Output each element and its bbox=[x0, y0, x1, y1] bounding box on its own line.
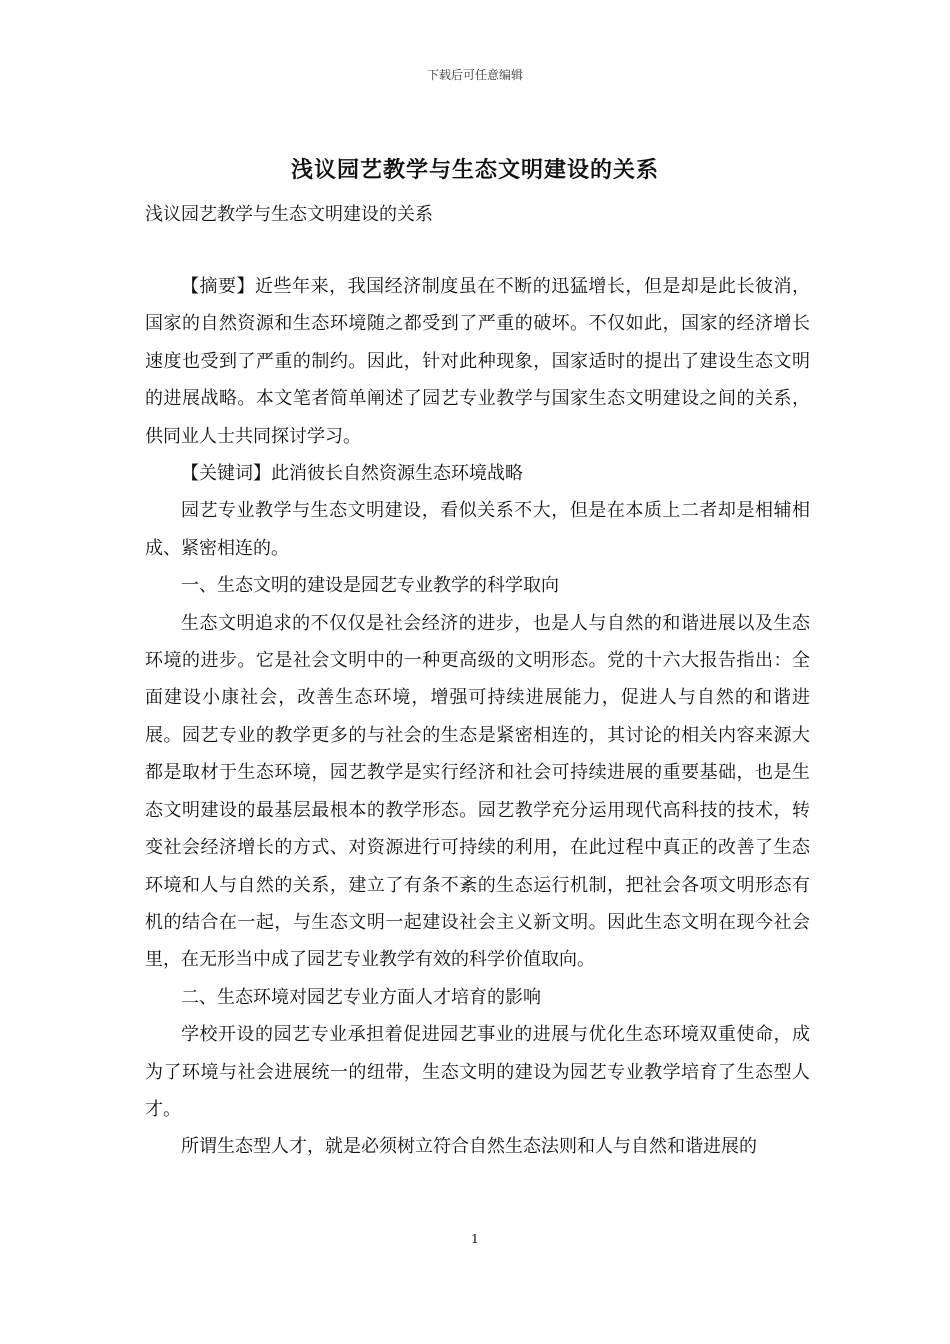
section-heading-1: 一、生态文明的建设是园艺专业教学的科学取向 bbox=[181, 575, 559, 597]
keywords-paragraph: 【关键词】此消彼长自然资源生态环境战略 bbox=[181, 463, 523, 485]
abstract-paragraph: 【摘要】近些年来，我国经济制度虽在不断的迅猛增长，但是却是此长彼消，国家的自然资源和生态环境随之都受到了严重的破坏。不仅如此，国家的经济增长速度也受到了严重的制约。因此，针对此种现象，国家适时的提出了建设生态文明的进展战略。本文笔者简单阐述了园艺专业教学与国家生态文明建设之间的关系，供同业人士共同探讨学习。 bbox=[145, 276, 810, 447]
document-body bbox=[145, 268, 810, 1166]
document-title: 浅议园艺教学与生态文明建设的关系 bbox=[290, 157, 659, 183]
page-number: 1 bbox=[471, 1232, 479, 1246]
section-1-paragraph: 生态文明追求的不仅仅是社会经济的进步，也是人与自然的和谐进展以及生态环境的进步。它是社会文明中的一种更高级的文明形态。党的十六大报告指出：全面建设小康社会，改善生态环境，增强可持续进展能力，促进人与自然的和谐进展。园艺专业的教学更多的与社会的生态是紧密相连的，其讨论的相关内容来源大都是取材于生态环境，园艺教学是实行经济和社会可持续进展的重要基础，也是生态文明建设的最基层最根本的教学形态。园艺教学充分运用现代高科技的技术，转变社会经济增长的方式、对资源进行可持续的利用，在此过程中真正的改善了生态环境和人与自然的关系，建立了有条不紊的生态运行机制，把社会各项文明形态有机的结合在一起，与生态文明一起建设社会主义新文明。因此生态文明在现今社会里，在无形当中成了园艺专业教学有效的科学价值取向。 bbox=[145, 612, 810, 971]
section-heading-2: 二、生态环境对园艺专业方面人才培育的影响 bbox=[181, 986, 541, 1008]
intro-paragraph: 园艺专业教学与生态文明建设，看似关系不大，但是在本质上二者却是相辅相成、紧密相连的。 bbox=[145, 500, 810, 559]
document-subtitle: 浅议园艺教学与生态文明建设的关系 bbox=[145, 204, 433, 225]
section-2-paragraph-continued: 所谓生态型人才，就是必须树立符合自然生态法则和人与自然和谐进展的 bbox=[181, 1136, 757, 1158]
page-header-note: 下载后可任意编辑 bbox=[426, 68, 523, 82]
section-2-paragraph: 学校开设的园艺专业承担着促进园艺事业的进展与优化生态环境双重使命，成为了环境与社会进展统一的纽带，生态文明的建设为园艺专业教学培育了生态型人才。 bbox=[145, 1024, 810, 1120]
